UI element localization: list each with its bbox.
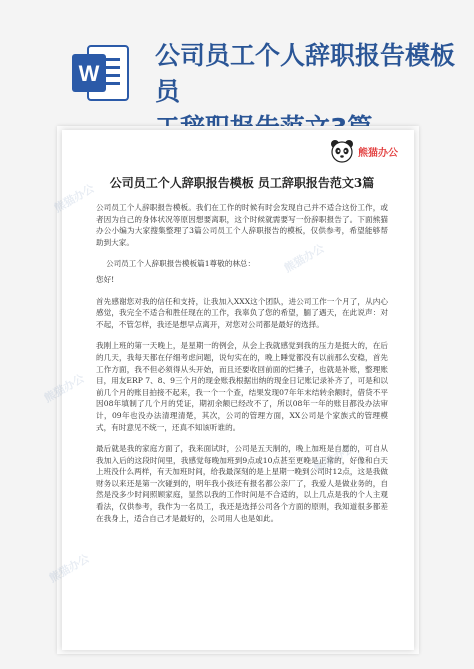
watermark: 熊猫办公 — [51, 181, 97, 216]
watermark: 熊猫办公 — [281, 241, 327, 276]
brand-name: 熊猫办公 — [358, 147, 398, 159]
watermark: 熊猫办公 — [46, 551, 92, 586]
greeting-line: 您好! — [96, 274, 115, 284]
word-logo-letter: W — [78, 61, 100, 86]
intro-paragraph: 公司员工个人辞职报告模板。我们在工作的时候有时会发现自己并不适合这份工作，或者因为自己的身体状况等原因想要离职，这个时候就需要写一份辞职报告了。下面熊猫办公小编为大家搜集整理了3篇公司员工个人辞职报告的模板，仅供参考，希望能够帮助到大家。 — [96, 203, 388, 247]
page-header — [0, 0, 474, 125]
watermark: 熊猫办公 — [311, 441, 357, 476]
page-title-line-1: 公司员工个人辞职报告模板员 — [155, 41, 456, 106]
word-document-icon — [68, 40, 134, 106]
document-title: 公司员工个人辞职报告模板 员工辞职报告范文3篇 — [109, 176, 375, 190]
brand-badge — [329, 138, 398, 164]
body-paragraph: 最后就是我的家庭方面了，我来面试时，公司是五天制的，晚上加班是自愿的，可自从我加入后的这段时间里，我感觉每晚加班到9点或10点甚至更晚是正常的，好像和白天上班没什么两样，有天加班时间，给我最深刻的是上星期一晚到公司时12点，这是我做财务以来还是第一次碰到的，明年我小孩还有报名都公亲厂了，我爱人是做业务的，自然是没多少时间照顾家庭，显然以我的工作时间是不合适的，以上几点是我的个人主观看法，仅供参考，我作为一名员工，我还是选择公司各个方面的原则，我知道很多都差在我身上，适合自己才是最好的，公司用人也是如此。 — [96, 444, 388, 523]
document-body — [96, 202, 388, 534]
panda-icon — [329, 138, 355, 164]
body-paragraph: 我刚上班的第一天晚上，是星期一的例会，从会上我就感觉到我的压力是挺大的，在后的几天，我每天都在仔细考虑问题，说句实在的，晚上睡觉都没有以前那么安稳，首先工作方面，我不但必须得从头开始，而且还要收回前面的烂摊子，也就是补账，整理账目，用友ERP 7、8、9三个月的现金账我根据出纳的现金日记账记录补齐了，可是和以前几个月的账目拍接不起来，我一个一个查，结果发现07年年末结转余额时，借贷不平因08年填制了几个月的凭证，期初余额已经改不了，所以08年一年的账目都没办法审计，09年也没办法清理清楚，其次，公司的管理方面，XX公司是个家族式的管理模式，有时意见不统一，还真不知该听谁的。 — [96, 341, 388, 432]
watermark: 熊猫办公 — [41, 371, 87, 406]
body-paragraph: 首先感谢您对我的信任和支持，让我加入XXX这个团队，进公司工作一个月了，从内心感觉，我完全不适合和胜任现在的工作，我辜负了您的希望，腼了遇天，在此说声：对不起，不管怎样，我还是想早点离开，对您对公司都是最好的选择。 — [96, 296, 388, 329]
document-page — [41, 130, 414, 650]
salutation-line: 公司员工个人辞职报告模板篇1尊敬的林总： — [106, 259, 256, 269]
